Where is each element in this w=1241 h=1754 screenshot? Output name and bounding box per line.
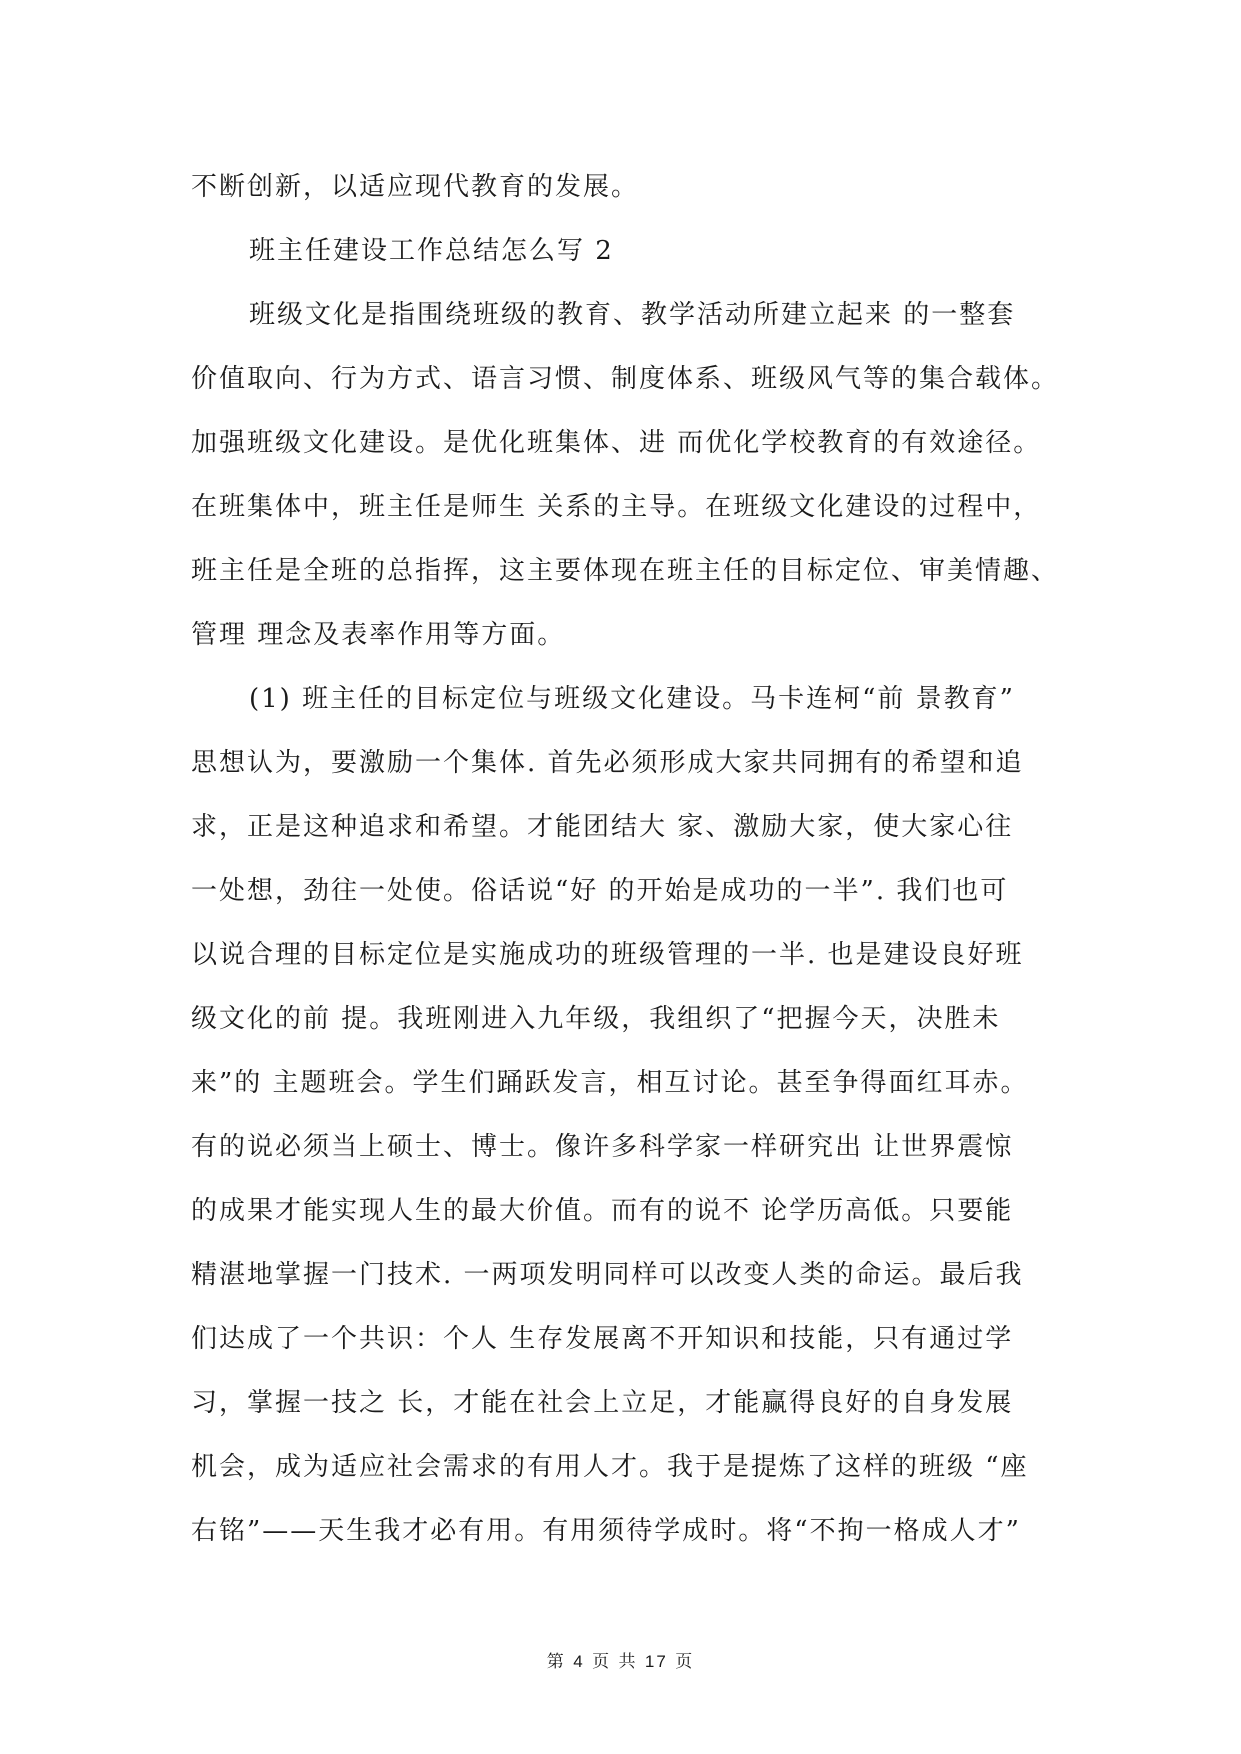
text-line: (1) 班主任的目标定位与班级文化建设。马卡连柯“前 景教育” xyxy=(249,684,1015,714)
current-page-number: 4 xyxy=(573,1652,585,1671)
footer-middle: 页 共 xyxy=(592,1652,638,1672)
footer-prefix: 第 xyxy=(546,1652,566,1672)
text-line: 加强班级文化建设。是优化班集体、进 而优化学校教育的有效途径。 xyxy=(191,428,1042,458)
text-line: 精湛地掌握一门技术. 一两项发明同样可以改变人类的命运。最后我 xyxy=(191,1260,1024,1290)
text-line: 们达成了一个共识：个人 生存发展离不开知识和技能，只有通过学 xyxy=(191,1324,1014,1354)
section-heading: 班主任建设工作总结怎么写 2 xyxy=(249,236,614,266)
body-text xyxy=(191,155,1071,1563)
text-line: 右铭”——天生我才必有用。有用须待学成时。将“不拘一格成人才” xyxy=(191,1516,1021,1546)
total-page-count: 17 xyxy=(644,1652,668,1671)
text-line: 机会，成为适应社会需求的有用人才。我于是提炼了这样的班级 “座 xyxy=(191,1452,1029,1482)
text-line: 价值取向、行为方式、语言习惯、制度体系、班级风气等的集合载体。 xyxy=(191,364,1060,394)
text-line: 班级文化是指围绕班级的教育、教学活动所建立起来 的一整套 xyxy=(249,300,1016,330)
text-line: 求，正是这种追求和希望。才能团结大 家、激励大家，使大家心往 xyxy=(191,812,1014,842)
text-line: 管理 理念及表率作用等方面。 xyxy=(191,620,566,650)
text-line: 思想认为，要激励一个集体. 首先必须形成大家共同拥有的希望和追 xyxy=(191,748,1024,778)
footer-suffix: 页 xyxy=(675,1652,695,1672)
text-line: 在班集体中，班主任是师生 关系的主导。在班级文化建设的过程中， xyxy=(191,492,1042,522)
text-line: 级文化的前 提。我班刚进入九年级，我组织了“把握今天，决胜未 xyxy=(191,1004,1001,1034)
page-footer xyxy=(0,1647,1241,1672)
text-line: 班主任是全班的总指挥，这主要体现在班主任的目标定位、审美情趣、 xyxy=(191,556,1060,586)
text-line: 的成果才能实现人生的最大价值。而有的说不 论学历高低。只要能 xyxy=(191,1196,1014,1226)
text-line: 习，掌握一技之 长，才能在社会上立足，才能赢得良好的自身发展 xyxy=(191,1388,1014,1418)
text-line: 不断创新，以适应现代教育的发展。 xyxy=(191,172,640,202)
text-line: 一处想，劲往一处使。俗话说“好 的开始是成功的一半”. 我们也可 xyxy=(191,876,1009,906)
text-line: 有的说必须当上硕士、博士。像许多科学家一样研究出 让世界震惊 xyxy=(191,1132,1014,1162)
text-line: 以说合理的目标定位是实施成功的班级管理的一半. 也是建设良好班 xyxy=(191,940,1024,970)
text-line: 来”的 主题班会。学生们踊跃发言，相互讨论。甚至争得面红耳赤。 xyxy=(191,1068,1029,1098)
